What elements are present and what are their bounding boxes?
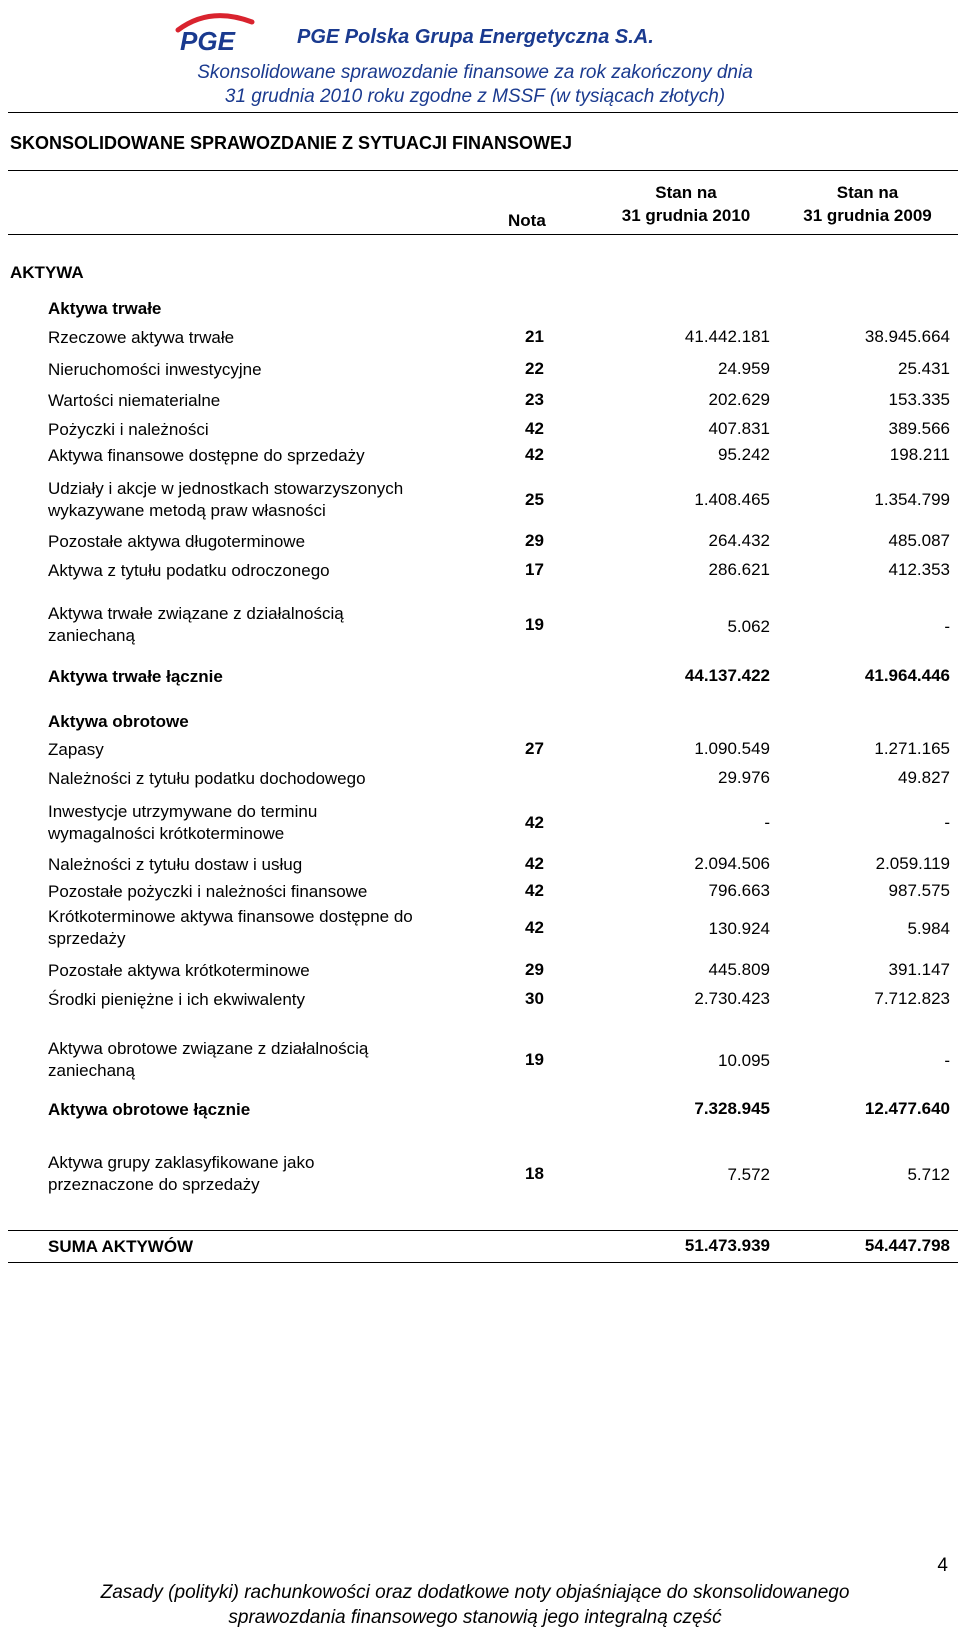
row-note: 42 <box>525 813 544 832</box>
row-value-2010: 407.831 <box>708 419 770 438</box>
row-value-2010: 286.621 <box>708 560 770 579</box>
row-note: 42 <box>525 881 544 900</box>
total-divider-bottom <box>8 1262 958 1263</box>
row-label: Nieruchomości inwestycyjne <box>48 360 262 379</box>
row-value-2009: - <box>944 813 950 832</box>
row-label: Pozostałe pożyczki i należności finansowe <box>48 882 368 901</box>
row-label: Aktywa z tytułu podatku odroczonego <box>48 561 330 580</box>
subtitle-line-2: 31 grudnia 2010 roku zgodne z MSSF (w tysiącach złotych) <box>224 86 726 107</box>
row-label: Inwestycje utrzymywane do terminu wymagalności krótkoterminowe <box>48 802 318 843</box>
header-divider <box>8 112 958 113</box>
row-value-2010: 29.976 <box>718 768 770 787</box>
row-value-2010: 5.062 <box>727 617 770 636</box>
row-value-2009: 12.477.640 <box>864 1099 950 1118</box>
row-value-2009: 41.964.446 <box>864 666 950 685</box>
row-label: Pozostałe aktywa długoterminowe <box>48 532 306 551</box>
column-header-2010-line2: 31 grudnia 2010 <box>621 206 751 225</box>
row-label: Środki pieniężne i ich ekwiwalenty <box>48 990 306 1009</box>
row-value-2009: 389.566 <box>888 419 950 438</box>
total-divider-top <box>8 1230 958 1231</box>
row-value-2010: 7.572 <box>727 1165 770 1184</box>
column-header-nota: Nota <box>508 211 546 230</box>
row-note: 17 <box>525 560 544 579</box>
column-header-2009-line2: 31 grudnia 2009 <box>803 206 932 225</box>
row-value-2010: 445.809 <box>708 960 770 979</box>
row-label: Aktywa trwałe związane z działalnością zaniechaną <box>48 604 344 645</box>
row-label: SUMA AKTYWÓW <box>48 1237 194 1256</box>
row-value-2010: 10.095 <box>718 1051 770 1070</box>
row-note: 21 <box>525 327 544 346</box>
row-value-2010: 2.730.423 <box>694 989 770 1008</box>
row-value-2009: 49.827 <box>898 768 950 787</box>
row-value-2010: 24.959 <box>718 359 770 378</box>
row-note: 27 <box>525 739 544 758</box>
row-note: 42 <box>525 854 544 873</box>
row-value-2010: 51.473.939 <box>684 1236 770 1255</box>
row-value-2010: 41.442.181 <box>684 327 770 346</box>
row-value-2010: 44.137.422 <box>684 666 770 685</box>
row-label: Aktywa finansowe dostępne do sprzedaży <box>48 446 365 465</box>
row-label: Aktywa obrotowe związane z działalnością zaniechaną <box>48 1039 369 1080</box>
row-value-2010: 130.924 <box>708 919 770 938</box>
row-note: 29 <box>525 531 544 550</box>
row-value-2010: 7.328.945 <box>694 1099 770 1118</box>
row-note: 19 <box>525 615 544 634</box>
row-value-2009: 25.431 <box>898 359 950 378</box>
row-value-2009: 54.447.798 <box>864 1236 950 1255</box>
section-title-aktywa: AKTYWA <box>10 263 84 282</box>
row-value-2009: 1.271.165 <box>874 739 950 758</box>
row-value-2009: 153.335 <box>888 390 950 409</box>
row-value-2010: 202.629 <box>708 390 770 409</box>
column-header-2010-line1: Stan na <box>655 183 717 202</box>
page-header <box>0 0 960 112</box>
row-label: Udziały i akcje w jednostkach stowarzyszonych wykazywane metodą praw własności <box>48 479 404 520</box>
subtitle-line-1: Skonsolidowane sprawozdanie finansowe za rok zakończony dnia <box>197 62 753 83</box>
row-note: 19 <box>525 1050 544 1069</box>
row-note: 30 <box>525 989 544 1008</box>
statement-title: SKONSOLIDOWANE SPRAWOZDANIE Z SYTUACJI FINANSOWEJ <box>10 133 573 153</box>
row-value-2009: - <box>944 1051 950 1070</box>
column-header-2009-line1: Stan na <box>836 183 899 202</box>
svg-text:PGE: PGE <box>180 26 235 52</box>
column-header-2010 <box>596 181 776 227</box>
page-number: 4 <box>937 1555 948 1576</box>
pge-logo <box>170 8 270 52</box>
row-value-2009: 1.354.799 <box>874 490 950 509</box>
row-note: 42 <box>525 445 544 464</box>
row-label: Aktywa grupy zaklasyfikowane jako przeznaczone do sprzedaży <box>48 1153 315 1194</box>
row-value-2009: 391.147 <box>888 960 950 979</box>
row-label: Aktywa obrotowe <box>48 712 189 731</box>
column-header-divider <box>8 234 958 235</box>
row-value-2009: 5.712 <box>907 1165 950 1184</box>
row-label: Należności z tytułu dostaw i usług <box>48 855 303 874</box>
row-value-2009: 38.945.664 <box>864 327 950 346</box>
row-value-2009: 412.353 <box>888 560 950 579</box>
row-value-2010: 796.663 <box>708 881 770 900</box>
row-value-2009: 7.712.823 <box>874 989 950 1008</box>
report-subtitle <box>150 61 800 109</box>
footer-line-1: Zasady (polityki) rachunkowości oraz dodatkowe noty objaśniające do skonsolidowanego <box>100 1582 850 1603</box>
row-label: Należności z tytułu podatku dochodowego <box>48 769 366 788</box>
row-value-2010: - <box>764 813 770 832</box>
row-label: Aktywa trwałe <box>48 299 162 318</box>
row-label: Rzeczowe aktywa trwałe <box>48 328 235 347</box>
row-label: Krótkoterminowe aktywa finansowe dostępne do sprzedaży <box>48 907 413 948</box>
title-divider <box>8 170 958 171</box>
row-note: 18 <box>525 1164 544 1183</box>
column-header-2009 <box>780 181 955 227</box>
page-footer <box>60 1580 890 1630</box>
row-value-2010: 264.432 <box>708 531 770 550</box>
row-note: 23 <box>525 390 544 409</box>
row-value-2009: 987.575 <box>888 881 950 900</box>
row-value-2010: 1.408.465 <box>694 490 770 509</box>
row-label: Pozostałe aktywa krótkoterminowe <box>48 961 310 980</box>
row-value-2010: 2.094.506 <box>694 854 770 873</box>
row-label: Zapasy <box>48 740 104 759</box>
row-note: 22 <box>525 359 544 378</box>
row-value-2009: 198.211 <box>889 445 950 464</box>
company-name: PGE Polska Grupa Energetyczna S.A. <box>297 26 654 48</box>
row-value-2009: 2.059.119 <box>875 854 950 873</box>
row-value-2010: 95.242 <box>718 445 770 464</box>
row-label: Wartości niematerialne <box>48 391 221 410</box>
row-note: 25 <box>525 490 544 509</box>
row-label: Pożyczki i należności <box>48 420 209 439</box>
row-note: 42 <box>525 419 544 438</box>
row-label: Aktywa trwałe łącznie <box>48 667 223 686</box>
row-note: 42 <box>525 918 544 937</box>
row-value-2009: - <box>944 617 950 636</box>
row-value-2010: 1.090.549 <box>694 739 770 758</box>
row-value-2009: 5.984 <box>907 919 950 938</box>
row-note: 29 <box>525 960 544 979</box>
row-label: Aktywa obrotowe łącznie <box>48 1100 251 1119</box>
footer-line-2: sprawozdania finansowego stanowią jego integralną część <box>228 1607 722 1628</box>
row-value-2009: 485.087 <box>888 531 950 550</box>
